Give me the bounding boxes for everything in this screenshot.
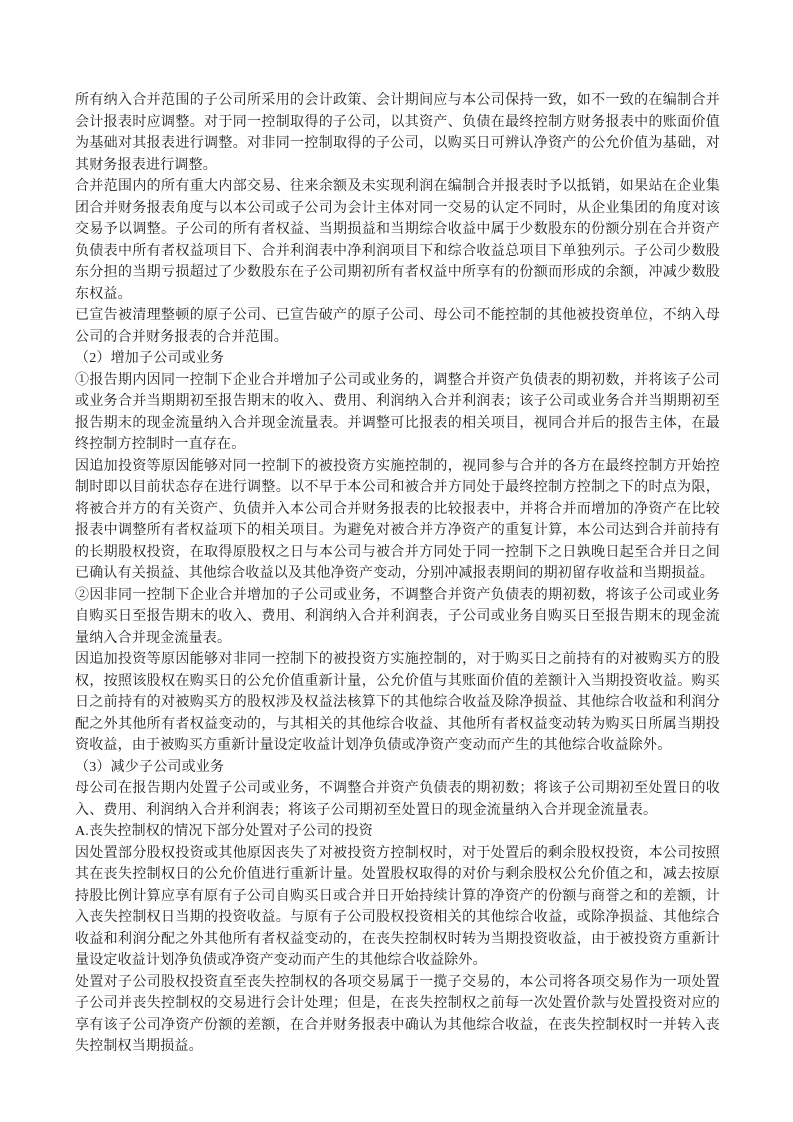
paragraph-same-control-merger: ①报告期内因同一控制下企业合并增加子公司或业务的，调整合并资产负债表的期初数，并将该子公司或业务合并当期期初至报告期末的收入、费用、利润纳入合并利润表；该子公司或业务合并当期期初至报告期末的现金流量纳入合并现金流量表。并调整可比报表的相关项目，视同合并后的报告主体，在最终控制方控制时一直存在。 (75, 372, 720, 452)
section-heading-add-subsidiary: （2）增加子公司或业务 (75, 351, 225, 366)
paragraph-loss-of-control-remeasurement: 因处置部分股权投资或其他原因丧失了对被投资方控制权时，对于处置后的剩余股权投资，本公司按照其在丧失控制权日的公允价值进行重新计量。处置股权取得的对价与剩余股权公允价值之和，减去按原持股比例计算应享有原有子公司自购买日或合并日开始持续计算的净资产的份额与商誉之和的差额，计入丧失控制权日当期的投资收益。与原有子公司股权投资相关的其他综合收益，或除净损益、其他综合收益和利润分配之外其他所有者权益变动的，在丧失控制权时转为当期投资收益，由于被投资方重新计量设定收益计划净负债或净资产变动而产生的其他综合收益除外。 (75, 845, 720, 968)
paragraph-disposal-of-subsidiary: 母公司在报告期内处置子公司或业务，不调整合并资产负债表的期初数；将该子公司期初至处置日的收入、费用、利润纳入合并利润表；将该子公司期初至处置日的现金流量纳入合并现金流量表。 (75, 781, 720, 818)
paragraph-additional-investment-non-same-control: 因追加投资等原因能够对非同一控制下的被投资方实施控制的，对于购买日之前持有的对被购买方的股权，按照该股权在购买日的公允价值重新计量，公允价值与其账面价值的差额计入当期投资收益。购买日之前持有的对被购买方的股权涉及权益法核算下的其他综合收益及除净损益、其他综合收益和利润分配之外其他所有者权益变动的，与其相关的其他综合收益、其他所有者权益变动转为购买日所属当期投资收益，由于被购买方重新计量设定收益计划净负债或净资产变动而产生的其他综合收益除外。 (75, 652, 720, 753)
document-content (75, 90, 720, 1058)
section-heading-loss-of-control: A.丧失控制权的情况下部分处置对子公司的投资 (75, 824, 374, 839)
paragraph-internal-transactions-elimination: 合并范围内的所有重大内部交易、往来余额及未实现利润在编制合并报表时予以抵销，如果站在企业集团合并财务报表角度与以本公司或子公司为会计主体对同一交易的认定不同时，从企业集团的角度对该交易予以调整。子公司的所有者权益、当期损益和当期综合收益中属于少数股东的份额分别在合并资产负债表中所有者权益项目下、合并利润表中净利润项目下和综合收益总项目下单独列示。子公司少数股东分担的当期亏损超过了少数股东在子公司期初所有者权益中所享有的份额而形成的余额，冲减少数股东权益。 (75, 179, 720, 302)
section-heading-reduce-subsidiary: （3）减少子公司或业务 (75, 759, 225, 775)
paragraph-excluded-from-consolidation: 已宣告被清理整顿的原子公司、已宣告破产的原子公司、母公司不能控制的其他被投资单位，不纳入母公司的合并财务报表的合并范围。 (75, 308, 720, 345)
paragraph-accounting-policy-consistency: 所有纳入合并范围的子公司所采用的会计政策、会计期间应与本公司保持一致，如不一致的在编制合并会计报表时应调整。对于同一控制取得的子公司，以其资产、负债在最终控制方财务报表中的账面价值为基础对其报表进行调整。对非同一控制取得的子公司，以购买日可辨认净资产的公允价值为基础，对其财务报表进行调整。 (75, 93, 720, 173)
paragraph-non-same-control-merger: ②因非同一控制下企业合并增加的子公司或业务，不调整合并资产负债表的期初数，将该子公司或业务自购买日至报告期末的收入、费用、利润纳入合并利润表，子公司或业务自购买日至报告期末的现金流量纳入合并现金流量表。 (75, 587, 720, 646)
paragraph-additional-investment-same-control: 因追加投资等原因能够对同一控制下的被投资方实施控制的，视同参与合并的各方在最终控制方开始控制时即以目前状态存在进行调整。以不早于本公司和被合并方同处于最终控制方控制之下的时点为限，将被合并方的有关资产、负债并入本公司合并财务报表的比较报表中，并将合并而增加的净资产在比较报表中调整所有者权益项下的相关项目。为避免对被合并方净资产的重复计算，本公司达到合并前持有的长期股权投资，在取得原股权之日与本公司与被合并方同处于同一控制下之日孰晚日起至合并日之间已确认有关损益、其他综合收益以及其他净资产变动，分别冲减报表期间的期初留存收益和当期损益。 (75, 458, 720, 581)
paragraph-bundled-transactions: 处置对子公司股权投资直至丧失控制权的各项交易属于一揽子交易的，本公司将各项交易作为一项处置子公司并丧失控制权的交易进行会计处理；但是，在丧失控制权之前每一次处置价款与处置投资对应的享有该子公司净资产份额的差额，在合并财务报表中确认为其他综合收益，在丧失控制权时一并转入丧失控制权当期损益。 (75, 974, 720, 1054)
